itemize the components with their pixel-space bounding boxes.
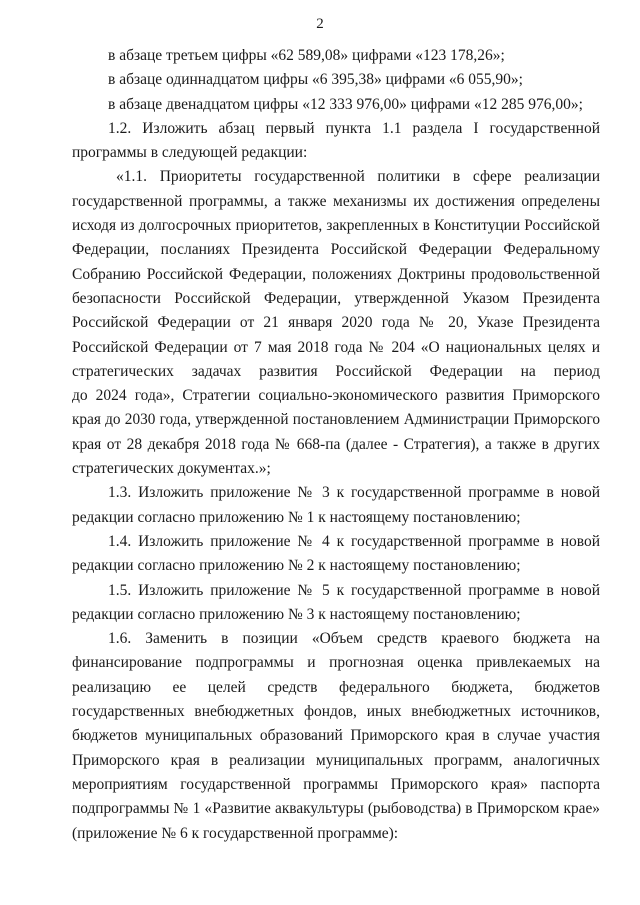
text-line: подпрограммы № 1 «Развитие аквакультуры (рыбоводства) в Приморском крае» (72, 800, 600, 818)
text-line: бюджетов муниципальных образований Приморского края в случае участия (72, 727, 600, 745)
document-body (72, 44, 600, 846)
text-line: 1.3. Изложить приложение № 3 к государственной программе в новой (108, 484, 600, 502)
text-line: Федерации, посланиях Президента Российской Федерации Федеральному (72, 241, 600, 259)
text-line: «1.1. Приоритеты государственной политики в сфере реализации (116, 168, 600, 186)
text-line: в абзаце третьем цифры «62 589,08» цифрами «123 178,26»; (108, 47, 505, 64)
page-number: 2 (316, 16, 324, 32)
text-line: редакции согласно приложению № 2 к настоящему постановлению; (72, 557, 521, 575)
text-line: государственных внебюджетных фондов, иных внебюджетных источников, (72, 703, 600, 721)
text-line: стратегических документах.»; (72, 460, 271, 478)
text-line: в абзаце одиннадцатом цифры «6 395,38» цифрами «6 055,90»; (108, 71, 523, 89)
text-line: мероприятиям государственной программы Приморского края» паспорта (72, 775, 600, 793)
text-line: (приложение № 6 к государственной программе): (72, 824, 399, 842)
text-line: 1.6. Заменить в позиции «Объем средств краевого бюджета на (108, 630, 600, 648)
text-line: 1.4. Изложить приложение № 4 к государственной программе в новой (108, 532, 600, 550)
text-line: Собранию Российской Федерации, положениях Доктрины продовольственной (72, 265, 600, 283)
text-line: Российской Федерации от 21 января 2020 года № 20, Указе Президента (72, 314, 600, 332)
text-line: Российской Федерации от 7 мая 2018 года № 204 «О национальных целях и (72, 338, 600, 356)
text-line: в абзаце двенадцатом цифры «12 333 976,00» цифрами «12 285 976,00»; (108, 95, 583, 113)
text-line: стратегических задачах развития Российской Федерации на период (72, 362, 600, 380)
text-line: финансирование подпрограммы и прогнозная оценка привлекаемых на (72, 654, 600, 672)
text-line: государственной программы, а также механизмы их достижения определены (72, 192, 600, 210)
text-line: 1.2. Изложить абзац первый пункта 1.1 раздела I государственной (108, 119, 600, 137)
text-line: до 2024 года», Стратегии социально-экономического развития Приморского (72, 387, 600, 405)
text-line: редакции согласно приложению № 1 к настоящему постановлению; (72, 508, 521, 526)
text-line: 1.5. Изложить приложение № 5 к государственной программе в новой (108, 581, 600, 599)
text-line: реализацию ее целей средств федерального бюджета, бюджетов (72, 678, 600, 696)
text-line: края до 2030 года, утвержденной постановлением Администрации Приморского (72, 411, 600, 429)
text-line: Приморского края в реализации муниципальных программ, аналогичных (72, 751, 600, 769)
text-line: края от 28 декабря 2018 года № 668-па (далее - Стратегия), а также в других (72, 435, 600, 453)
text-line: программы в следующей редакции: (72, 144, 308, 162)
text-line: редакции согласно приложению № 3 к настоящему постановлению; (72, 605, 521, 623)
text-line: безопасности Российской Федерации, утвержденной Указом Президента (72, 289, 600, 307)
text-line: исходя из долгосрочных приоритетов, закрепленных в Конституции Российской (72, 217, 600, 235)
